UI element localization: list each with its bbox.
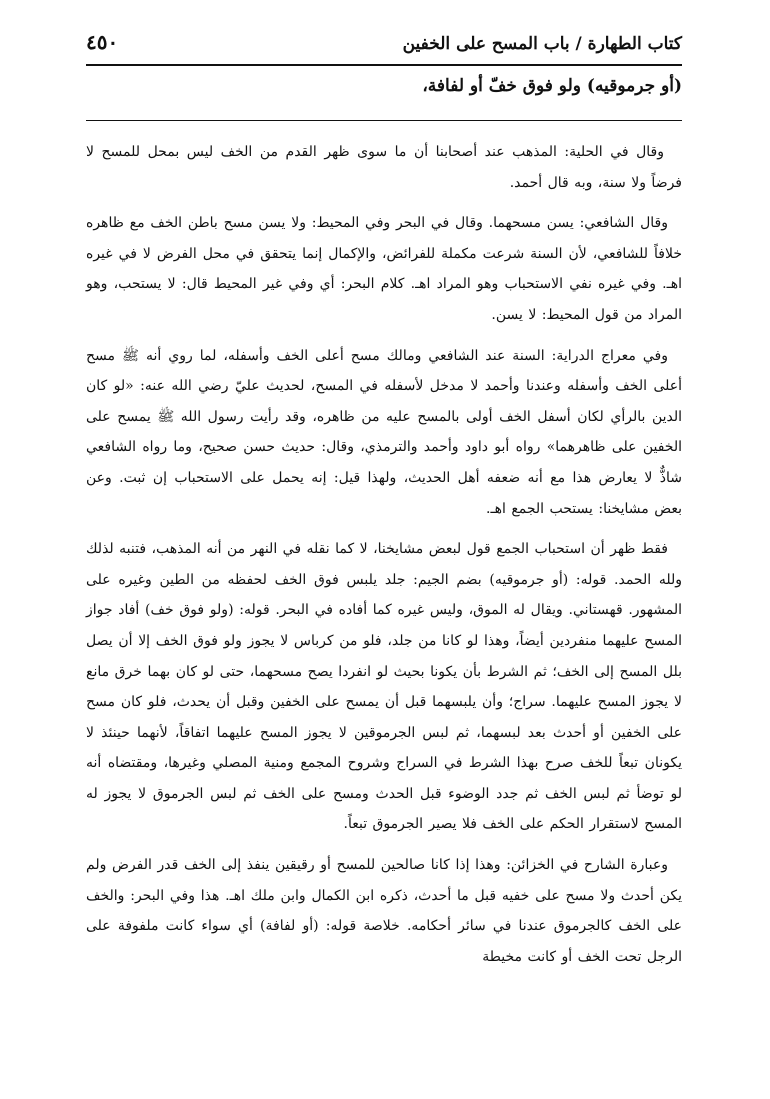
paragraph: فقط ظهر أن استحباب الجمع قول لبعض مشايخنا، لا كما نقله في النهر من أنه المذهب، فتنبه لذلك ولله الحمد. قوله: (أو جرموقيه) بضم الجيم: جلد يلبس فوق الخف لحفظه من الطين وغيره على المشهور. قهستاني. ويقال له الموق، وليس غيره كما أفاده في البحر. قوله: (ولو فوق خف) أفاد جواز المسح عليهما منفردين أيضاً، وهذا لو كانا من جلد، فلو من كرباس لا يجوز ولو فوق الخف إلا أن يصل بلل المسح إلى الخف؛ ثم الشرط بأن يكونا بحيث لو انفردا يصح مسحهما، حتى لو كان بهما خرق مانع لا يجوز المسح عليهما. سراج؛ وأن يلبسهما قبل أن يمسح على الخفين وقبل أن يحدث، فلو كان مسح على الخفين أو أحدث بعد لبسهما، ثم لبس الجرموقين لا يجوز المسح عليهما اتفاقاً، لأنهما حينئذ لا يكونان تبعاً للخف صرح بهذا الشرط في السراج وشروح المجمع ومنية المصلي وغيرها، ومقتضاه أنه لو توضأ ثم لبس الخف ثم جدد الوضوء قبل الحدث ومسح على الخف ثم لبس الجرموق لا يجوز له المسح لاستقرار الحكم على الخف فلا يصير الجرموق تبعاً.	[86, 541, 682, 833]
paragraph: وقال في الحلية: المذهب عند أصحابنا أن ما سوى ظهر القدم من الخف ليس بمحل للمسح لا فرضاً ولا سنة، وبه قال أحمد.	[86, 144, 682, 191]
chapter-title: كتاب الطهارة / باب المسح على الخفين	[402, 34, 682, 54]
page-number: ٤٥٠	[86, 30, 119, 54]
paragraph: وفي معراج الدراية: السنة عند الشافعي ومالك مسح أعلى الخف وأسفله، لما روي أنه ﷺ مسح أعلى الخف وأسفله وعندنا وأحمد لا مدخل لأسفله في المسح، لحديث عليّ رضي الله عنه: «لو كان الدين بالرأي لكان أسفل الخف أولى بالمسح عليه من ظاهره، وقد رأيت رسول الله ﷺ يمسح على الخفين على ظاهرهما» رواه أبو داود وأحمد والترمذي، وقال: حديث حسن صحيح، وما رواه الشافعي شاذٌّ لا يعارض هذا مع أنه ضعفه أهل الحديث، ولهذا قيل: إنه يحمل على الاستحباب إن ثبت. وعن بعض مشايخنا: يستحب الجمع اهـ.	[86, 347, 682, 517]
base-text-line: (أو جرموقيه) ولو فوق خفّ أو لفافة،	[86, 76, 682, 121]
paragraph: وقال الشافعي: يسن مسحهما. وقال في البحر وفي المحيط: ولا يسن مسح باطن الخف مع ظاهره خلافاً للشافعي، لأن السنة شرعت مكملة للفرائض، والإكمال إنما يتحقق في محل الفرض لا في غيره اهـ. وفي غيره نفي الاستحباب وهو المراد اهـ. كلام البحر: أي وفي غير المحيط قال: لا يستحب، وهو المراد من قول المحيط: لا يسن.	[86, 215, 682, 323]
commentary-body	[86, 137, 682, 972]
paragraph: وعبارة الشارح في الخزائن: وهذا إذا كانا صالحين للمسح أو رقيقين ينفذ إلى الخف قدر الفرض ولم يكن أحدث ولا مسح على خفيه قبل ما أحدث، ذكره ابن الكمال وابن ملك اهـ. هذا وفي البحر: والخف على الخف كالجرموق عندنا في سائر أحكامه. خلاصة قوله: (أو لفافة) أي سواء كانت ملفوفة على الرجل تحت الخف أو كانت مخيطة	[86, 857, 682, 965]
running-header	[86, 30, 682, 66]
